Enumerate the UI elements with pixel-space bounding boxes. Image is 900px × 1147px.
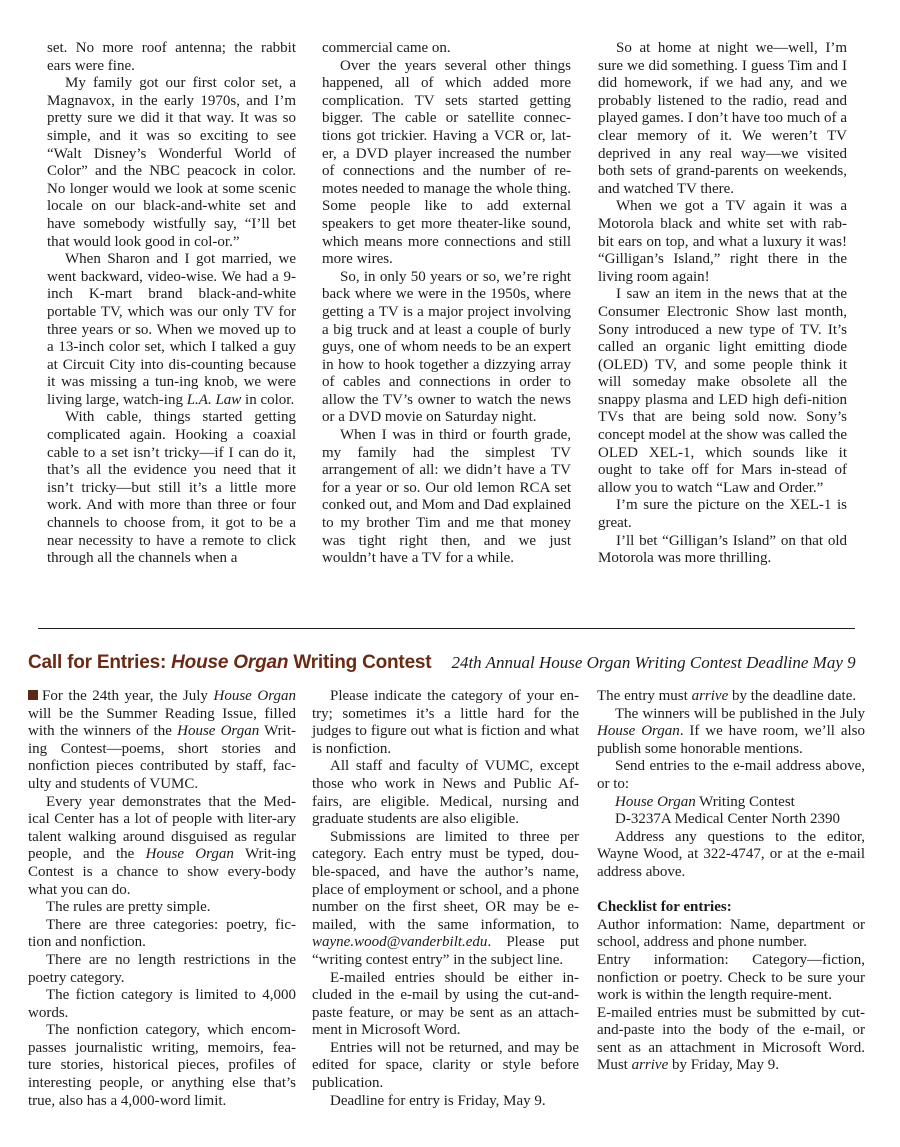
paragraph: Deadline for entry is Friday, May 9. <box>330 1092 546 1109</box>
paragraph: set. No more roof antenna; the rabbit ears were fine. <box>47 40 296 74</box>
section-divider <box>38 628 855 629</box>
show-title: L.A. Law <box>186 391 242 408</box>
checklist-item: Author information: Name, department or school, address and phone number. <box>597 916 865 951</box>
contest-column-1 <box>28 688 296 1110</box>
paragraph: With cable, things started getting complicated again. Hooking a coaxial cable to a set isn’t tricky—if I can do it, that’s all the evidence you need that it isn’t tricky—but still it’s a little more work. And with more than three or four channels to choose from, it got to be a near necessity to have a remote to click through all the channels when a <box>47 409 296 567</box>
paragraph: When I was in third or fourth grade, my family had the simplest TV arrangement of all: we didn’t have a TV for a year or so. Our old lemon RCA set conked out, and Mom and Dad explained to my brother Tim and me that money was tight right then, and we just wouldn’t have a TV for a while. <box>322 427 571 567</box>
paragraph: Send entries to the e-mail address above, or to: <box>597 758 865 792</box>
article-column-2 <box>322 40 571 568</box>
paragraph: I’ll bet “Gilligan’s Island” on that old Motorola was more thrilling. <box>598 532 847 567</box>
paragraph: Every year demonstrates that the Med-ical Center has a lot of people with liter-ary talent walking around disguised as regular people, and the House Organ Writ-ing Contest is a chance to show every-body what you can do. <box>28 793 297 898</box>
paragraph: When Sharon and I got married, we went backward, video-wise. We had a 9-inch K-mart brand black-and-white portable TV, which was our only TV for three years or so. When we moved up to a 13-inch color set, which I talked a guy at Circuit City into dis-counting because it was missing a tun-ing knob, we were living large, watch-ing L.A. Law in color. <box>47 251 296 408</box>
checklist-heading: Checklist for entries: <box>597 899 732 916</box>
paragraph: So at home at night we—well, I’m sure we did something. I guess Tim and I did homework, if we had any, and we probably listened to the radio, read and played games. I don’t have too much of a clear memory of it. We weren’t TV deprived in any real way—we visited both sets of grand-parents on weekends, and watched TV there. <box>598 40 847 197</box>
contest-title: Call for Entries: House Organ Writing Contest <box>28 652 432 673</box>
mailing-address-line: House Organ Writing Contest <box>615 793 795 810</box>
paragraph: There are no length restrictions in the poetry category. <box>28 951 296 986</box>
paragraph: I saw an item in the news that at the Consumer Electronic Show last month, Sony introduced a new type of TV. It’s called an organic light emitting diode (OLED) TV, and some people think it will someday make obsolete all the snappy plasma and LED high defi-nition TVs that are being sold now. Sony’s concept model at the show was called the OLED XEL-1, which sounds like it ought to take off for Mars in-stead of allow you to watch “Law and Order.” <box>598 286 847 496</box>
paragraph: When we got a TV again it was a Motorola black and white set with rab-bit ears on top, and what a luxury it was! “Gilligan’s Island,” right there in the living room again! <box>598 198 847 285</box>
paragraph: E-mailed entries should be either in-cluded in the e-mail by using the cut-and-paste feature, or may be sent as an attach-ment in Microsoft Word. <box>312 969 579 1039</box>
paragraph: Please indicate the category of your en-try; sometimes it’s a little hard for the judges to figure out what is fiction and what is nonfiction. <box>312 688 579 757</box>
paragraph: Entries will not be returned, and may be edited for space, clarity or style before publication. <box>312 1039 579 1092</box>
checklist-item: Entry information: Category—fiction, nonfiction or poetry. Check to be sure your work is within the length require-ment. <box>597 951 865 1004</box>
contest-headline <box>28 652 878 674</box>
paragraph: For the 24th year, the July House Organ will be the Summer Reading Issue, filled with the winners of the House Organ Writ-ing Contest—poems, short stories and nonfiction pieces contributed by staff, fac-ulty and students of VUMC. <box>28 688 296 792</box>
email-link[interactable]: wayne.wood@vanderbilt.edu <box>312 934 488 951</box>
paragraph: commercial came on. <box>322 40 451 56</box>
paragraph: Over the years several other things happened, all of which added more complication. TV sets started getting bigger. The cable or satellite connec-tions got trickier. Having a VCR or, lat-er, a DVD player increased the number of connections and the number of re-motes needed to manage the whole thing. Some people like to add external speakers to get more theater-like sound, which means more connections and still more wires. <box>322 57 571 268</box>
paragraph: The rules are pretty simple. <box>46 899 211 916</box>
paragraph: There are three categories: poetry, fic-tion and nonfiction. <box>28 916 296 951</box>
paragraph: The nonfiction category, which encom-passes journalistic writing, memoirs, fea-ture stories, historical pieces, profiles of interesting people, or anything else that’s true, also has a 4,000-word limit. <box>28 1022 296 1109</box>
paragraph: The entry must arrive by the deadline date. <box>597 688 857 704</box>
paragraph: Address any questions to the editor, Wayne Wood, at 322-4747, or at the e-mail address above. <box>597 828 865 880</box>
paragraph: The fiction category is limited to 4,000 words. <box>28 987 296 1021</box>
bullet-square-icon <box>28 690 38 700</box>
paragraph: So, in only 50 years or so, we’re right back where we were in the 1950s, where getting a TV is a major project involving a big truck and at least a couple of burly guys, one of whom needs to be an expert in how to hook together a dizzying array of cables and connections in order to allow the TV’s owner to watch the news or a DVD movie on Saturday night. <box>322 268 571 426</box>
paragraph: The winners will be published in the July House Organ. If we have room, we’ll also publish some honorable mentions. <box>597 705 865 757</box>
article-column-1 <box>47 40 296 568</box>
contest-column-2 <box>312 688 579 1110</box>
paragraph: Submissions are limited to three per category. Each entry must be typed, dou-ble-spaced, and have the author’s name, place of employment or school, and a phone number on the first sheet, OR may be e-mailed, with the same information, to wayne.wood@vanderbilt.edu. Please put “writing contest entry” in the subject line. <box>312 828 579 968</box>
mailing-address-line: D-3237A Medical Center North 2390 <box>615 811 840 828</box>
contest-column-3 <box>597 688 865 1075</box>
paragraph: I’m sure the picture on the XEL-1 is great. <box>598 497 847 532</box>
paragraph: My family got our first color set, a Magnavox, in the early 1970s, and I’m pretty sure we did it that way. It was so simple, and it was so exciting to see “Walt Disney’s Wonderful World of Color” and the NBC peacock in color. No longer would we look at some scenic locale on our black-and-white set and have somebody wistfully say, “I’ll bet that would look good in col-or.” <box>47 75 296 250</box>
paragraph: All staff and faculty of VUMC, except those who work in News and Public Af-fairs, are eligible. Medical, nursing and graduate students are also eligible. <box>312 758 579 828</box>
checklist-item: E-mailed entries must be submitted by cut-and-paste into the body of the e-mail, or sent as an attachment in Microsoft Word. Must arrive by Friday, May 9. <box>597 1004 865 1074</box>
article-column-3 <box>598 40 847 568</box>
contest-subtitle: 24th Annual House Organ Writing Contest Deadline May 9 <box>451 653 856 672</box>
